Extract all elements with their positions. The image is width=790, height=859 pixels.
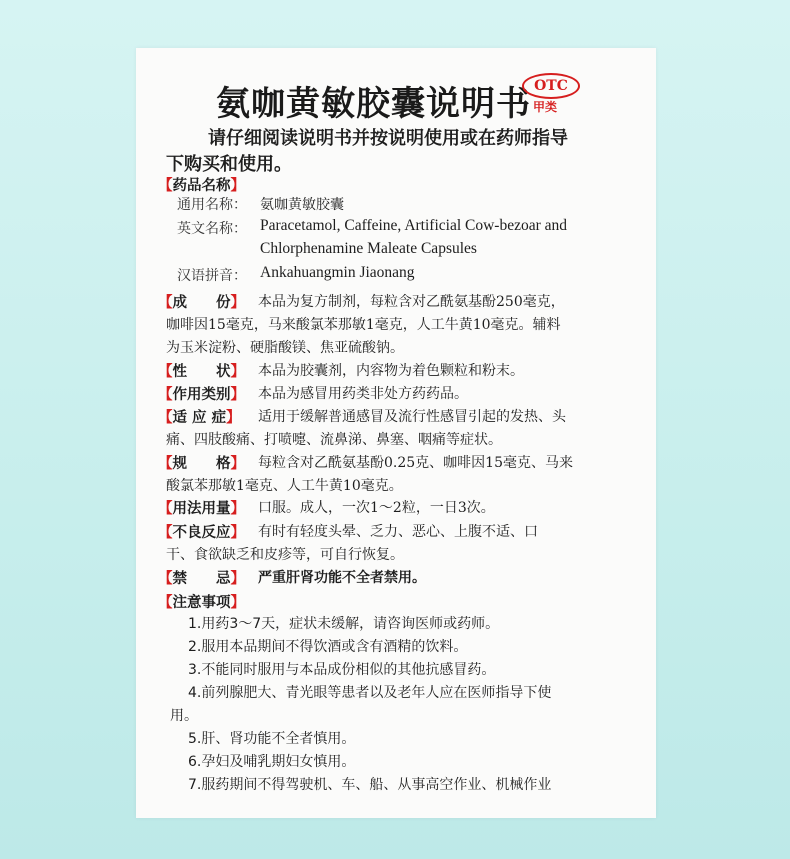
precaution-item-1: 1.用药3～7天，症状未缓解，请咨询医师或药师。 bbox=[188, 616, 500, 632]
composition-line-1: 本品为复方制剂，每粒含对乙酰氨基酚250毫克， bbox=[258, 294, 565, 310]
precaution-item-3: 3.不能同时服用与本品成份相似的其他抗感冒药。 bbox=[188, 662, 496, 678]
english-name-line-1: Paracetamol, Caffeine, Artificial Cow-bezoar and bbox=[260, 217, 568, 234]
otc-badge: OTC bbox=[522, 73, 580, 99]
precaution-item-4: 4.前列腺肥大、青光眼等患者以及老年人应在医师指导下使 bbox=[188, 685, 552, 701]
precaution-item-2: 2.服用本品期间不得饮酒或含有酒精的饮料。 bbox=[188, 639, 468, 655]
pinyin-name-label: 汉语拼音： bbox=[177, 268, 247, 284]
english-name-line-2: Chlorphenamine Maleate Capsules bbox=[260, 240, 477, 257]
section-header-composition: 【成 份】 bbox=[158, 295, 245, 311]
section-header-precautions: 【注意事项】 bbox=[158, 595, 245, 611]
category-line-1: 本品为感冒用药类非处方药药品。 bbox=[258, 386, 468, 402]
section-header-category: 【作用类别】 bbox=[158, 387, 245, 403]
composition-line-2: 咖啡因15毫克，马来酸氯苯那敏1毫克，人工牛黄10毫克。辅料 bbox=[166, 317, 561, 333]
section-header-specification: 【规 格】 bbox=[158, 456, 245, 472]
dosage-line-1: 口服。成人，一次1～2粒，一日3次。 bbox=[258, 500, 495, 516]
generic-name-value: 氨咖黄敏胶囊 bbox=[260, 197, 344, 213]
otc-class-label: 甲类 bbox=[533, 100, 558, 114]
specification-line-2: 酸氯苯那敏1毫克、人工牛黄10毫克。 bbox=[166, 478, 403, 494]
precaution-item-6: 6.孕妇及哺乳期妇女慎用。 bbox=[188, 754, 356, 770]
pinyin-name-value: Ankahuangmin Jiaonang bbox=[260, 264, 415, 281]
intro-line-2: 下购买和使用。 bbox=[166, 154, 292, 175]
section-header-description: 【性 状】 bbox=[158, 364, 245, 380]
description-line-1: 本品为胶囊剂，内容物为着色颗粒和粉末。 bbox=[258, 363, 524, 379]
indications-line-1: 适用于缓解普通感冒及流行性感冒引起的发热、头 bbox=[258, 409, 566, 425]
contraindications-line-1: 严重肝肾功能不全者禁用。 bbox=[258, 570, 426, 586]
intro-line-1: 请仔细阅读说明书并按说明使用或在药师指导 bbox=[208, 128, 568, 149]
generic-name-label: 通用名称： bbox=[177, 197, 247, 213]
english-name-label: 英文名称： bbox=[177, 221, 247, 237]
precaution-item-4-cont: 用。 bbox=[170, 708, 198, 724]
section-header-indications: 【适 应 症】 bbox=[158, 410, 241, 426]
precaution-item-5: 5.肝、肾功能不全者慎用。 bbox=[188, 731, 356, 747]
section-header-adverse-reactions: 【不良反应】 bbox=[158, 525, 245, 541]
precaution-item-7: 7.服药期间不得驾驶机、车、船、从事高空作业、机械作业 bbox=[188, 777, 552, 793]
indications-line-2: 痛、四肢酸痛、打喷嚏、流鼻涕、鼻塞、咽痛等症状。 bbox=[166, 432, 502, 448]
document-title: 氨咖黄敏胶囊说明书 bbox=[216, 84, 531, 124]
adverse-line-2: 干、食欲缺乏和皮疹等，可自行恢复。 bbox=[166, 547, 404, 563]
specification-line-1: 每粒含对乙酰氨基酚0.25克、咖啡因15毫克、马来 bbox=[258, 455, 573, 471]
section-header-drug-name: 【药品名称】 bbox=[158, 178, 245, 194]
adverse-line-1: 有时有轻度头晕、乏力、恶心、上腹不适、口 bbox=[258, 524, 538, 540]
composition-line-3: 为玉米淀粉、硬脂酸镁、焦亚硫酸钠。 bbox=[166, 340, 404, 356]
section-header-dosage: 【用法用量】 bbox=[158, 501, 245, 517]
section-header-contraindications: 【禁 忌】 bbox=[158, 571, 245, 587]
